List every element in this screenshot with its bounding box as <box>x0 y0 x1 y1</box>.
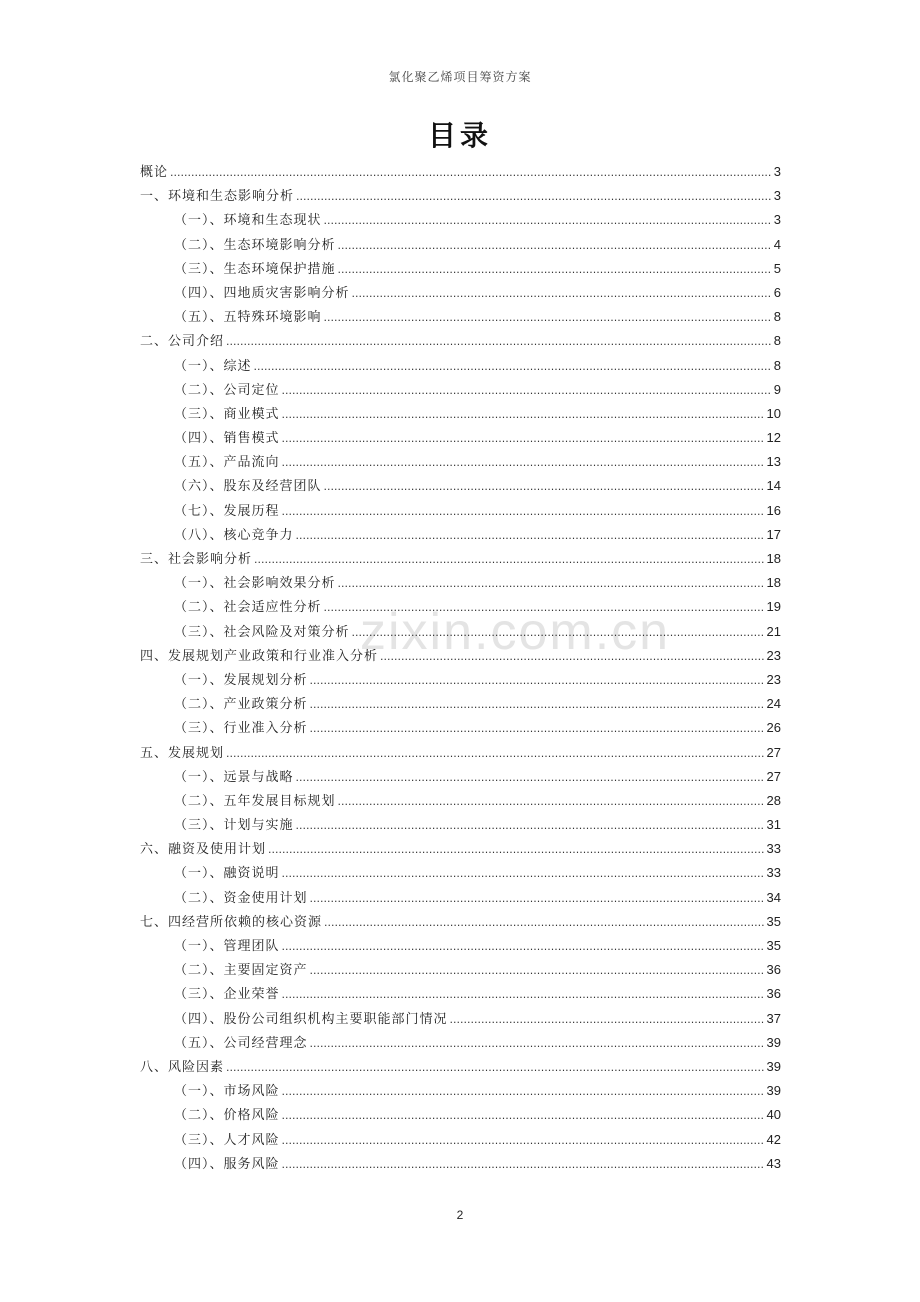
table-of-contents <box>140 160 781 1176</box>
toc-entry-title: 四、发展规划产业政策和行业准入分析 <box>140 648 379 664</box>
toc-entry-page: 40 <box>766 1107 781 1123</box>
toc-entry-title: 八、风险因素 <box>140 1059 225 1075</box>
toc-subentry[interactable] <box>140 257 781 281</box>
toc-subentry[interactable] <box>140 208 781 232</box>
toc-entry-page: 36 <box>766 962 781 978</box>
toc-subentry[interactable] <box>140 668 781 692</box>
toc-entry-page: 3 <box>773 212 781 228</box>
toc-entry-page: 19 <box>766 599 781 615</box>
toc-entry-title: （四）、四地质灾害影响分析 <box>174 285 350 301</box>
toc-entry-title: （一）、环境和生态现状 <box>174 213 322 229</box>
toc-subentry[interactable] <box>140 692 781 716</box>
toc-entry-page: 3 <box>773 188 781 204</box>
toc-subentry[interactable] <box>140 789 781 813</box>
toc-entry-page: 36 <box>766 986 781 1002</box>
toc-entry-title: （五）、公司经营理念 <box>174 1035 308 1051</box>
toc-subentry[interactable] <box>140 571 781 595</box>
toc-entry-page: 16 <box>766 502 781 518</box>
toc-entry-page: 17 <box>766 526 781 542</box>
toc-subentry[interactable] <box>140 426 781 450</box>
toc-entry-title: （四）、销售模式 <box>174 431 280 447</box>
toc-leader-dots <box>226 1056 765 1080</box>
toc-leader-dots <box>268 838 765 862</box>
toc-entry-title: （二）、公司定位 <box>174 382 280 398</box>
toc-leader-dots <box>338 790 765 814</box>
toc-leader-dots <box>296 524 765 548</box>
toc-entry-page: 39 <box>766 1083 781 1099</box>
toc-entry[interactable] <box>140 184 781 208</box>
toc-entry-title: （四）、服务风险 <box>174 1156 280 1172</box>
toc-entry[interactable] <box>140 837 781 861</box>
toc-leader-dots <box>282 451 765 475</box>
toc-entry-page: 27 <box>766 744 781 760</box>
toc-leader-dots <box>296 814 765 838</box>
toc-leader-dots <box>170 161 772 185</box>
toc-entry-title: （一）、远景与战略 <box>174 769 294 785</box>
toc-entry-title: （五）、五特殊环境影响 <box>174 310 322 326</box>
toc-leader-dots <box>310 693 765 717</box>
toc-entry-page: 34 <box>766 889 781 905</box>
toc-leader-dots <box>282 379 772 403</box>
toc-entry-title: （二）、生态环境影响分析 <box>174 237 336 253</box>
toc-leader-dots <box>282 862 765 886</box>
toc-subentry[interactable] <box>140 281 781 305</box>
toc-subentry[interactable] <box>140 354 781 378</box>
toc-subentry[interactable] <box>140 450 781 474</box>
toc-leader-dots <box>338 258 772 282</box>
toc-entry-page: 8 <box>773 309 781 325</box>
toc-leader-dots <box>338 234 772 258</box>
toc-entry[interactable] <box>140 1055 781 1079</box>
toc-entry-title: （三）、计划与实施 <box>174 818 294 834</box>
toc-leader-dots <box>450 1008 765 1032</box>
toc-subentry[interactable] <box>140 934 781 958</box>
toc-entry-page: 26 <box>766 720 781 736</box>
page-number: 2 <box>456 1208 464 1222</box>
toc-leader-dots <box>310 887 765 911</box>
toc-leader-dots <box>352 621 765 645</box>
toc-entry-page: 18 <box>766 575 781 591</box>
toc-entry-page: 13 <box>766 454 781 470</box>
toc-subentry[interactable] <box>140 886 781 910</box>
toc-entry-page: 9 <box>773 381 781 397</box>
toc-leader-dots <box>254 548 765 572</box>
toc-subentry[interactable] <box>140 378 781 402</box>
toc-leader-dots <box>226 742 765 766</box>
page-title: 目录 <box>427 119 492 152</box>
toc-entry-page: 43 <box>766 1155 781 1171</box>
toc-subentry[interactable] <box>140 595 781 619</box>
toc-entry-title: （一）、融资说明 <box>174 866 280 882</box>
toc-subentry[interactable] <box>140 1031 781 1055</box>
toc-leader-dots <box>324 306 772 330</box>
toc-subentry[interactable] <box>140 1079 781 1103</box>
toc-leader-dots <box>282 983 765 1007</box>
toc-entry-title: （二）、五年发展目标规划 <box>174 793 336 809</box>
toc-entry-title: （一）、市场风险 <box>174 1084 280 1100</box>
toc-subentry[interactable] <box>140 1103 781 1127</box>
toc-entry-title: （二）、资金使用计划 <box>174 890 308 906</box>
toc-entry-title: （三）、商业模式 <box>174 406 280 422</box>
toc-entry-title: 五、发展规划 <box>140 745 225 761</box>
toc-entry-page: 8 <box>773 333 781 349</box>
toc-entry[interactable] <box>140 329 781 353</box>
toc-subentry[interactable] <box>140 1152 781 1176</box>
toc-entry-page: 23 <box>766 647 781 663</box>
toc-entry-page: 37 <box>766 1010 781 1026</box>
toc-entry-page: 39 <box>766 1034 781 1050</box>
toc-entry[interactable] <box>140 160 781 184</box>
toc-entry-title: （二）、产业政策分析 <box>174 697 308 713</box>
toc-entry-page: 33 <box>766 865 781 881</box>
toc-leader-dots <box>338 572 765 596</box>
toc-entry-page: 5 <box>773 260 781 276</box>
toc-leader-dots <box>282 935 765 959</box>
toc-subentry[interactable] <box>140 620 781 644</box>
toc-leader-dots <box>310 959 765 983</box>
toc-entry-page: 23 <box>766 671 781 687</box>
toc-subentry[interactable] <box>140 1128 781 1152</box>
toc-entry-page: 35 <box>766 913 781 929</box>
toc-entry-page: 35 <box>766 938 781 953</box>
toc-leader-dots <box>254 355 772 379</box>
toc-entry-title: 二、公司介绍 <box>140 334 225 350</box>
toc-subentry[interactable] <box>140 1007 781 1031</box>
toc-entry-title: 概论 <box>140 165 169 180</box>
toc-leader-dots <box>296 185 772 209</box>
toc-subentry[interactable] <box>140 716 781 740</box>
toc-entry-title: （三）、社会风险及对策分析 <box>174 624 350 640</box>
toc-entry-page: 6 <box>773 284 781 300</box>
toc-entry-page: 33 <box>766 841 781 857</box>
toc-leader-dots <box>282 427 765 451</box>
toc-entry-title: （三）、人才风险 <box>174 1132 280 1148</box>
toc-subentry[interactable] <box>140 765 781 789</box>
toc-entry-page: 31 <box>766 817 781 833</box>
toc-entry-title: （二）、主要固定资产 <box>174 963 308 979</box>
toc-entry-page: 14 <box>766 478 781 494</box>
toc-leader-dots <box>282 1153 765 1177</box>
toc-leader-dots <box>324 911 765 935</box>
toc-entry-page: 3 <box>773 164 781 179</box>
toc-entry-title: （二）、价格风险 <box>174 1108 280 1124</box>
toc-entry-page: 18 <box>766 551 781 566</box>
watermark: zixin.com.cn <box>360 603 671 661</box>
toc-subentry[interactable] <box>140 305 781 329</box>
toc-entry-title: （五）、产品流向 <box>174 455 280 471</box>
toc-subentry[interactable] <box>140 861 781 885</box>
toc-entry[interactable] <box>140 644 781 668</box>
toc-leader-dots <box>352 282 772 306</box>
toc-entry-title: （三）、行业准入分析 <box>174 721 308 737</box>
toc-entry-page: 24 <box>766 696 781 712</box>
toc-leader-dots <box>324 475 765 499</box>
toc-entry-page: 28 <box>766 792 781 808</box>
toc-subentry[interactable] <box>140 499 781 523</box>
toc-entry-title: （一）、综述 <box>174 358 252 374</box>
toc-entry-title: （六）、股东及经营团队 <box>174 479 322 495</box>
toc-subentry[interactable] <box>140 474 781 498</box>
toc-entry-page: 4 <box>773 236 781 252</box>
toc-entry-title: （一）、管理团队 <box>174 939 280 954</box>
toc-leader-dots <box>282 1104 765 1128</box>
toc-entry-page: 39 <box>766 1058 781 1074</box>
toc-entry-title: （一）、社会影响效果分析 <box>174 576 336 592</box>
toc-leader-dots <box>282 500 765 524</box>
toc-entry-title: （一）、发展规划分析 <box>174 672 308 688</box>
toc-entry-page: 8 <box>773 357 781 373</box>
toc-leader-dots <box>324 596 765 620</box>
toc-entry[interactable] <box>140 910 781 934</box>
toc-entry[interactable] <box>140 547 781 571</box>
toc-leader-dots <box>296 766 765 790</box>
toc-subentry[interactable] <box>140 813 781 837</box>
toc-leader-dots <box>226 330 772 354</box>
toc-entry-title: （四）、股份公司组织机构主要职能部门情况 <box>174 1011 448 1027</box>
toc-entry-title: （七）、发展历程 <box>174 503 280 519</box>
toc-entry-title: （二）、社会适应性分析 <box>174 600 322 616</box>
running-header: 氯化聚乙烯项目筹资方案 <box>388 70 532 84</box>
toc-leader-dots <box>380 645 765 669</box>
toc-entry-page: 27 <box>766 768 781 784</box>
toc-entry-title: 七、四经营所依赖的核心资源 <box>140 914 323 930</box>
toc-leader-dots <box>310 669 765 693</box>
toc-leader-dots <box>324 209 772 233</box>
toc-entry-title: （三）、企业荣誉 <box>174 987 280 1003</box>
toc-subentry[interactable] <box>140 402 781 426</box>
toc-entry-title: 一、环境和生态影响分析 <box>140 189 295 205</box>
toc-subentry[interactable] <box>140 523 781 547</box>
toc-entry-title: （三）、生态环境保护措施 <box>174 261 336 277</box>
toc-entry[interactable] <box>140 741 781 765</box>
toc-entry-page: 12 <box>766 430 781 446</box>
toc-entry-page: 10 <box>766 405 781 421</box>
toc-entry-page: 42 <box>766 1131 781 1147</box>
toc-subentry[interactable] <box>140 982 781 1006</box>
toc-subentry[interactable] <box>140 233 781 257</box>
toc-leader-dots <box>310 717 765 741</box>
toc-entry-page: 21 <box>766 623 781 639</box>
toc-entry-title: 三、社会影响分析 <box>140 552 253 567</box>
toc-leader-dots <box>282 1129 765 1153</box>
toc-leader-dots <box>310 1032 765 1056</box>
toc-entry-title: （八）、核心竞争力 <box>174 527 294 543</box>
toc-subentry[interactable] <box>140 958 781 982</box>
toc-entry-title: 六、融资及使用计划 <box>140 842 267 858</box>
toc-leader-dots <box>282 403 765 427</box>
toc-leader-dots <box>282 1080 765 1104</box>
